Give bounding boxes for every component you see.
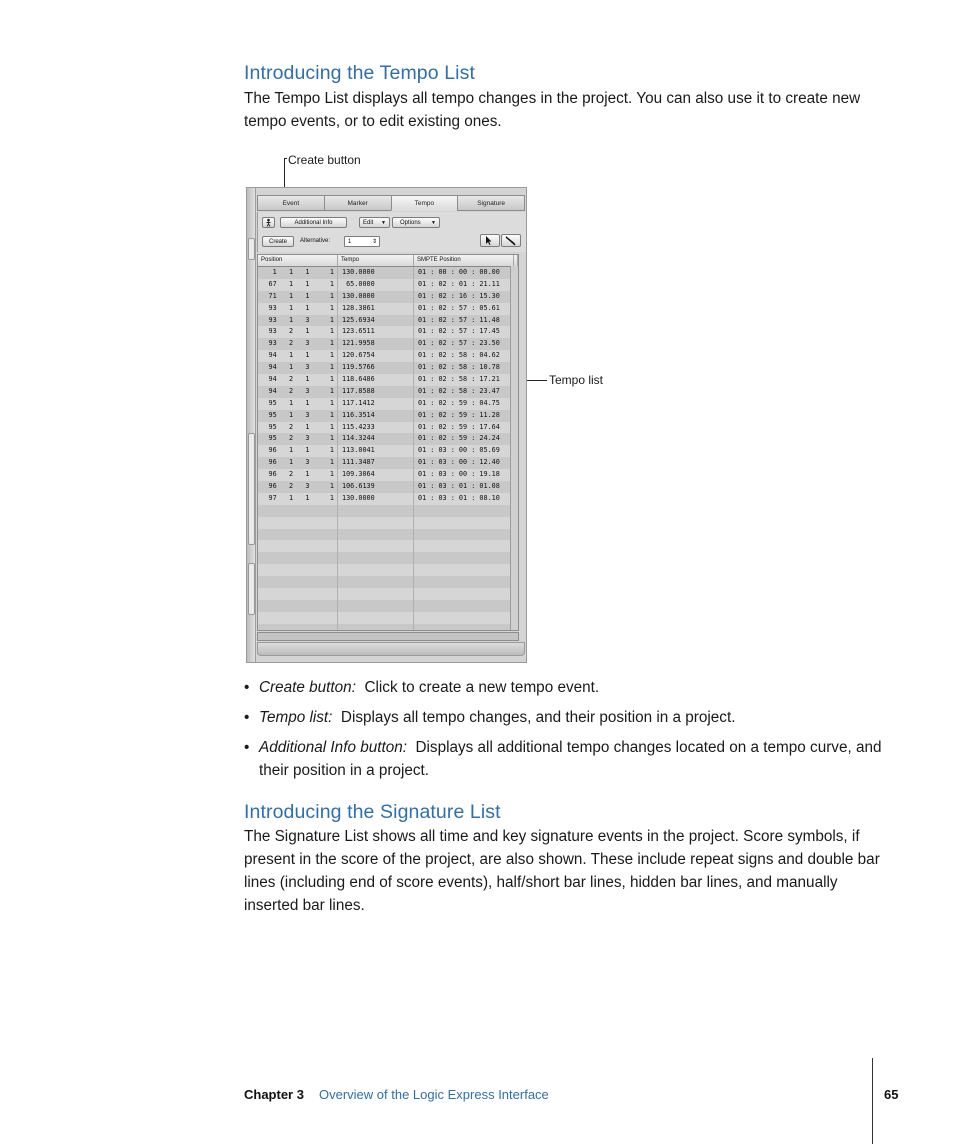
bullet-list [244, 676, 884, 782]
bullet-create-button [244, 676, 884, 699]
cell-empty [414, 576, 514, 588]
bullet-additional-info [244, 736, 884, 782]
column-header-smpte[interactable]: SMPTE Position [414, 255, 514, 266]
empty-row [258, 600, 518, 612]
cell-tempo[interactable]: 128.3861 [338, 303, 414, 315]
cell-empty [414, 600, 514, 612]
cell-tempo[interactable]: 130.0000 [338, 291, 414, 303]
tempo-list-screenshot [246, 187, 527, 663]
callout-tempo-list: Tempo list [549, 373, 604, 387]
table-row[interactable] [258, 267, 518, 279]
tab-event[interactable]: Event [257, 195, 324, 211]
cell-tempo[interactable]: 125.6934 [338, 315, 414, 327]
table-row[interactable] [258, 481, 518, 493]
empty-row [258, 529, 518, 541]
cell-empty [414, 588, 514, 600]
tempo-toolbar [257, 212, 527, 252]
cell-smpte[interactable]: 01 : 02 : 58 : 04.62 [414, 350, 514, 362]
callout-create-button: Create button [288, 153, 361, 167]
cell-empty [414, 517, 514, 529]
cell-empty [258, 588, 338, 600]
cell-empty [258, 529, 338, 541]
bullet-text: Displays all additional tempo changes located on a tempo curve, and their position in a project. [259, 739, 882, 779]
cell-empty [258, 540, 338, 552]
cell-smpte[interactable]: 01 : 02 : 59 : 17.64 [414, 422, 514, 434]
figure-icon [263, 218, 274, 227]
column-header-end [514, 255, 518, 266]
cell-tempo[interactable]: 113.0041 [338, 445, 414, 457]
cell-smpte[interactable]: 01 : 02 : 59 : 24.24 [414, 433, 514, 445]
cell-position[interactable]: 71 1 1 1 [258, 291, 338, 303]
cell-empty [258, 505, 338, 517]
cell-empty [338, 612, 414, 624]
cell-empty [414, 552, 514, 564]
cell-tempo[interactable]: 117.1412 [338, 398, 414, 410]
cell-tempo[interactable]: 115.4233 [338, 422, 414, 434]
table-row[interactable] [258, 279, 518, 291]
cell-position[interactable]: 95 2 3 1 [258, 433, 338, 445]
cell-tempo[interactable]: 119.5766 [338, 362, 414, 374]
cell-smpte[interactable]: 01 : 03 : 00 : 05.69 [414, 445, 514, 457]
chevron-down-icon: ▼ [431, 220, 436, 226]
bullet-text: Click to create a new tempo event. [364, 679, 600, 696]
cell-smpte[interactable]: 01 : 03 : 00 : 19.18 [414, 469, 514, 481]
bullet-dot: • [244, 709, 250, 726]
list-tabs [257, 195, 525, 211]
tab-marker[interactable]: Marker [324, 195, 391, 211]
cell-empty [258, 612, 338, 624]
empty-row [258, 505, 518, 517]
cell-tempo[interactable]: 109.3064 [338, 469, 414, 481]
cell-smpte[interactable]: 01 : 02 : 16 : 15.30 [414, 291, 514, 303]
empty-row [258, 540, 518, 552]
footer-divider [872, 1058, 873, 1144]
cell-smpte[interactable]: 01 : 02 : 57 : 23.50 [414, 338, 514, 350]
edge-knob [248, 238, 255, 260]
create-button[interactable]: Create [262, 236, 294, 247]
empty-row [258, 588, 518, 600]
table-row[interactable] [258, 303, 518, 315]
cell-tempo[interactable]: 111.3487 [338, 457, 414, 469]
chevron-down-icon: ▼ [381, 220, 386, 226]
bullet-dot: • [244, 739, 250, 756]
cell-position[interactable]: 94 2 3 1 [258, 386, 338, 398]
cell-position[interactable]: 93 1 3 1 [258, 315, 338, 327]
cell-smpte[interactable]: 01 : 00 : 00 : 00.00 [414, 267, 514, 279]
cell-position[interactable]: 95 2 1 1 [258, 422, 338, 434]
empty-row [258, 517, 518, 529]
bullet-term: Additional Info button: [259, 739, 407, 756]
options-menu-label: Options [400, 220, 421, 226]
cell-tempo[interactable]: 130.0000 [338, 267, 414, 279]
cell-position[interactable]: 94 1 1 1 [258, 350, 338, 362]
cell-position[interactable]: 94 2 1 1 [258, 374, 338, 386]
cell-empty [414, 612, 514, 624]
section-body-tempo-list: The Tempo List displays all tempo changes in the project. You can also use it to create new tempo events, or to edit existing ones. [244, 90, 861, 130]
cell-empty [258, 517, 338, 529]
cell-tempo[interactable]: 121.9958 [338, 338, 414, 350]
edge-knob [248, 563, 255, 615]
cell-tempo[interactable]: 130.0000 [338, 493, 414, 505]
cell-smpte[interactable]: 01 : 02 : 57 : 17.45 [414, 326, 514, 338]
cell-smpte[interactable]: 01 : 03 : 00 : 12.40 [414, 457, 514, 469]
empty-row [258, 564, 518, 576]
alternative-label: Alternative: [300, 238, 331, 244]
cell-tempo[interactable]: 65.0000 [338, 279, 414, 291]
cell-position[interactable]: 93 2 1 1 [258, 326, 338, 338]
cell-smpte[interactable]: 01 : 03 : 01 : 01.08 [414, 481, 514, 493]
tempo-list-header [258, 255, 518, 267]
section-body-signature-list: The Signature List shows all time and key signature events in the project. Score symbols, if present in the score of the project, are also shown. These include repeat signs and double bar lines (including end of score events), half/short bar lines, hidden bar lines, and manually inserted bar lines. [244, 828, 880, 914]
cell-smpte[interactable]: 01 : 02 : 59 : 04.75 [414, 398, 514, 410]
cell-empty [414, 540, 514, 552]
cell-position[interactable]: 96 1 3 1 [258, 457, 338, 469]
table-row[interactable] [258, 457, 518, 469]
cell-empty [338, 600, 414, 612]
cell-empty [258, 600, 338, 612]
cell-tempo[interactable]: 117.8588 [338, 386, 414, 398]
tempo-list-rows [258, 267, 518, 505]
cell-tempo[interactable]: 118.6486 [338, 374, 414, 386]
section-heading-signature-list: Introducing the Signature List [244, 801, 501, 823]
cell-empty [338, 552, 414, 564]
table-row[interactable] [258, 326, 518, 338]
cell-empty [258, 564, 338, 576]
midi-input-button[interactable] [262, 217, 275, 228]
empty-row [258, 576, 518, 588]
empty-row [258, 624, 518, 631]
cell-position[interactable]: 95 1 3 1 [258, 410, 338, 422]
table-row[interactable] [258, 433, 518, 445]
table-row[interactable] [258, 493, 518, 505]
cell-empty [338, 540, 414, 552]
pointer-icon [483, 235, 497, 246]
empty-row [258, 552, 518, 564]
tempo-list-empty-area [258, 505, 518, 631]
cell-position[interactable]: 96 1 1 1 [258, 445, 338, 457]
table-row[interactable] [258, 350, 518, 362]
cell-smpte[interactable]: 01 : 03 : 01 : 08.10 [414, 493, 514, 505]
edge-scroll-knob [248, 433, 255, 545]
cell-smpte[interactable]: 01 : 02 : 58 : 17.21 [414, 374, 514, 386]
additional-info-button[interactable]: Additional Info [280, 217, 347, 228]
tab-tempo[interactable]: Tempo [391, 195, 458, 211]
table-row[interactable] [258, 445, 518, 457]
cell-tempo[interactable]: 114.3244 [338, 433, 414, 445]
cell-position[interactable]: 93 2 3 1 [258, 338, 338, 350]
cell-empty [338, 576, 414, 588]
cell-empty [258, 552, 338, 564]
cell-empty [258, 624, 338, 631]
footer-chapter: Chapter 3 [244, 1087, 304, 1102]
bullet-tempo-list [244, 706, 884, 729]
cell-tempo[interactable]: 120.6754 [338, 350, 414, 362]
cell-position[interactable]: 95 1 1 1 [258, 398, 338, 410]
table-row[interactable] [258, 315, 518, 327]
footer-chapter-title[interactable]: Overview of the Logic Express Interface [319, 1087, 549, 1102]
column-header-position[interactable]: Position [258, 255, 338, 266]
cell-smpte[interactable]: 01 : 02 : 58 : 23.47 [414, 386, 514, 398]
page-number: 65 [884, 1087, 899, 1102]
window-bottom-frame [257, 642, 525, 656]
bullet-term: Tempo list: [259, 709, 333, 726]
pointer-tool-button[interactable] [480, 234, 500, 247]
table-row[interactable] [258, 291, 518, 303]
cell-tempo[interactable]: 116.3514 [338, 410, 414, 422]
cell-tempo[interactable]: 123.6511 [338, 326, 414, 338]
edit-menu-button[interactable] [359, 217, 390, 228]
pencil-tool-button[interactable] [501, 234, 521, 247]
edit-menu-label: Edit [363, 220, 374, 226]
cell-empty [414, 564, 514, 576]
pencil-icon [504, 235, 518, 246]
options-menu-button[interactable] [392, 217, 440, 228]
cell-position[interactable]: 96 2 1 1 [258, 469, 338, 481]
table-row[interactable] [258, 386, 518, 398]
cell-smpte[interactable]: 01 : 02 : 01 : 21.11 [414, 279, 514, 291]
table-row[interactable] [258, 338, 518, 350]
alternative-stepper[interactable] [344, 236, 380, 247]
cell-smpte[interactable]: 01 : 02 : 57 : 11.48 [414, 315, 514, 327]
table-row[interactable] [258, 469, 518, 481]
cell-empty [338, 588, 414, 600]
bullet-term: Create button: [259, 679, 356, 696]
cell-position[interactable]: 96 2 3 1 [258, 481, 338, 493]
cell-position[interactable]: 94 1 3 1 [258, 362, 338, 374]
cell-empty [338, 624, 414, 631]
column-header-tempo[interactable]: Tempo [338, 255, 414, 266]
cell-empty [258, 576, 338, 588]
empty-row [258, 612, 518, 624]
cell-smpte[interactable]: 01 : 02 : 58 : 10.78 [414, 362, 514, 374]
cell-empty [338, 529, 414, 541]
table-row[interactable] [258, 422, 518, 434]
stepper-arrows-icon: ⇕ [371, 239, 377, 245]
window-edge-strip [247, 188, 256, 662]
cell-position[interactable]: 67 1 1 1 [258, 279, 338, 291]
table-row[interactable] [258, 374, 518, 386]
cell-empty [414, 624, 514, 631]
table-row[interactable] [258, 362, 518, 374]
cell-empty [414, 529, 514, 541]
cell-position[interactable]: 97 1 1 1 [258, 493, 338, 505]
bullet-text: Displays all tempo changes, and their position in a project. [340, 709, 736, 726]
tab-signature[interactable]: Signature [457, 195, 525, 211]
alternative-value: 1 [348, 239, 352, 245]
cell-smpte[interactable]: 01 : 02 : 59 : 11.28 [414, 410, 514, 422]
bullet-dot: • [244, 679, 250, 696]
tempo-list[interactable] [257, 254, 519, 631]
section-heading-tempo-list: Introducing the Tempo List [244, 62, 475, 84]
cell-empty [414, 505, 514, 517]
callout-tick-create [284, 158, 287, 159]
table-row[interactable] [258, 410, 518, 422]
cell-empty [338, 564, 414, 576]
cell-position[interactable]: 1 1 1 1 [258, 267, 338, 279]
table-row[interactable] [258, 398, 518, 410]
cell-position[interactable]: 93 1 1 1 [258, 303, 338, 315]
cell-tempo[interactable]: 106.6139 [338, 481, 414, 493]
cell-empty [338, 517, 414, 529]
cell-smpte[interactable]: 01 : 02 : 57 : 05.61 [414, 303, 514, 315]
cell-empty [338, 505, 414, 517]
horizontal-scrollbar[interactable] [257, 632, 519, 641]
vertical-scrollbar[interactable] [510, 266, 518, 630]
